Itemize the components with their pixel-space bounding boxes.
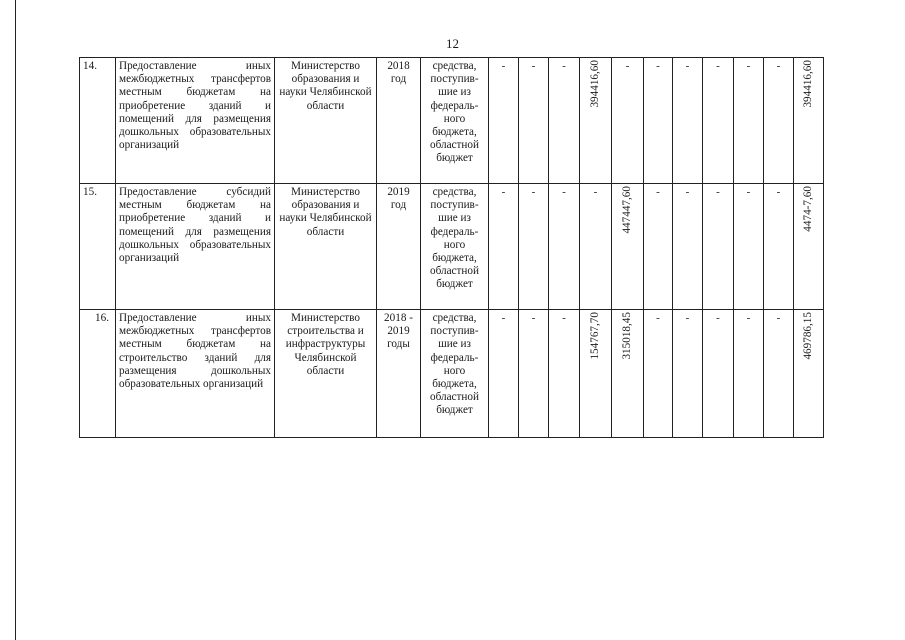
value-cell: - [549, 184, 580, 310]
row-executor: Министерство образования и науки Челябинской области [275, 58, 377, 184]
row-number: 14. [80, 58, 116, 184]
row-executor: Министерство образования и науки Челябинской области [275, 184, 377, 310]
program-table [79, 57, 824, 438]
value-cell: - [644, 58, 673, 184]
value-cell: - [764, 58, 794, 184]
value-cell: 4474-7,60 [794, 184, 824, 310]
value-cell: - [673, 310, 703, 438]
value-cell: - [673, 58, 703, 184]
value-cell: - [549, 58, 580, 184]
value-cell: 315018,45 [612, 310, 644, 438]
value-cell: - [703, 58, 734, 184]
value-cell: - [734, 58, 764, 184]
value-cell: 394416,60 [580, 58, 612, 184]
value-cell: 447447,60 [612, 184, 644, 310]
row-description: Предоставление иных межбюджетных трансфертов местным бюджетам на строительство зданий для размещения дошкольных образовательных организаций [116, 310, 275, 438]
value-cell: - [703, 184, 734, 310]
row-description: Предоставление субсидий местным бюджетам на приобретение зданий и помещений для размещения дошкольных образовательных организаций [116, 184, 275, 310]
row-source: средства, поступив-шие из федераль-ного бюджета, областной бюджет [421, 310, 489, 438]
value-cell: - [764, 310, 794, 438]
value-cell: - [612, 58, 644, 184]
value-cell: - [703, 310, 734, 438]
value-cell: - [549, 310, 580, 438]
row-period: 2018 - 2019 годы [377, 310, 421, 438]
value-cell: - [580, 184, 612, 310]
row-number: 16. [80, 310, 116, 438]
value-cell: - [519, 184, 549, 310]
value-cell: - [734, 184, 764, 310]
value-cell: - [519, 58, 549, 184]
value-cell: - [489, 184, 519, 310]
value-cell: - [673, 184, 703, 310]
value-cell: - [644, 310, 673, 438]
value-cell: - [489, 58, 519, 184]
value-cell: - [519, 310, 549, 438]
value-cell: 154767,70 [580, 310, 612, 438]
value-cell: 469786,15 [794, 310, 824, 438]
row-source: средства, поступив-шие из федераль-ного бюджета, областной бюджет [421, 184, 489, 310]
row-period: 2019 год [377, 184, 421, 310]
value-cell: - [734, 310, 764, 438]
row-number: 15. [80, 184, 116, 310]
row-period: 2018 год [377, 58, 421, 184]
table-row [80, 310, 824, 438]
value-cell: 394416,60 [794, 58, 824, 184]
value-cell: - [489, 310, 519, 438]
value-cell: - [644, 184, 673, 310]
row-description: Предоставление иных межбюджетных трансфертов местным бюджетам на приобретение зданий и помещений для размещения дошкольных образовательных организаций [116, 58, 275, 184]
table-row [80, 58, 824, 184]
page-number: 12 [446, 36, 459, 51]
value-cell: - [764, 184, 794, 310]
row-executor: Министерство строительства и инфраструктуры Челябинской области [275, 310, 377, 438]
row-source: средства, поступив-шие из федераль-ного бюджета, областной бюджет [421, 58, 489, 184]
page-left-edge-line [15, 0, 16, 640]
table-row [80, 184, 824, 310]
